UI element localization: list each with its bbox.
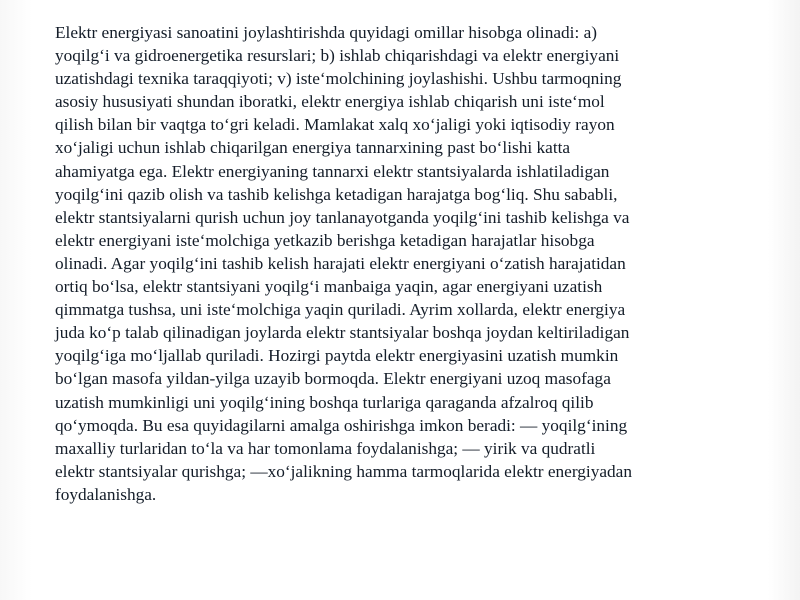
text-line: qimmatga tushsa, uni iste‘molchiga yaqin quriladi. Ayrim xollarda, elektr energiya	[55, 300, 626, 320]
text-line: elektr energiyani iste‘molchiga yetkazib berishga ketadigan harajatlar hisobga	[55, 230, 595, 250]
text-line: uzatishdagi texnika taraqqiyoti; v) iste‘molchining joylashishi. Ushbu tarmoqning	[55, 69, 622, 89]
text-line: asosiy hususiyati shundan iboratki, elektr energiya ishlab chiqarish uni iste‘mol	[55, 92, 605, 112]
text-line: ahamiyatga ega. Elektr energiyaning tannarxi elektr stantsiyalarda ishlatiladigan	[55, 161, 610, 181]
text-line: yoqilg‘ini qazib olish va tashib kelishga ketadigan harajatga bog‘liq. Shu sababli,	[55, 184, 618, 204]
text-line: uzatish mumkinligi uni yoqilg‘ining boshqa turlariga qaraganda afzalroq qilib	[55, 392, 594, 412]
text-line: qilish bilan bir vaqtga to‘gri keladi. Mamlakat xalq xo‘jaligi yoki iqtisodiy rayon	[55, 115, 615, 135]
text-line: yoqilg‘iga mo‘ljallab quriladi. Hozirgi paytda elektr energiyasini uzatish mumkin	[55, 346, 619, 366]
text-line: elektr stantsiyalar qurishga; —xo‘jalikning hamma tarmoqlarida elektr energiyadan	[55, 461, 632, 481]
text-line: juda ko‘p talab qilinadigan joylarda elektr stantsiyalar boshqa joydan keltiriladigan	[55, 323, 630, 343]
text-line: maxalliy turlaridan to‘la va har tomonlama foydalanishga; — yirik va qudratli	[55, 438, 596, 458]
text-line: xo‘jaligi uchun ishlab chiqarilgan energiya tannarxining past bo‘lishi katta	[55, 138, 571, 158]
body-paragraph	[55, 21, 745, 506]
text-line: yoqilg‘i va gidroenergetika resurslari; b) ishlab chiqarishdagi va elektr energiyani	[55, 46, 620, 66]
text-line: elektr stantsiyalarni qurish uchun joy tanlanayotganda yoqilg‘ini tashib kelishga va	[55, 207, 630, 227]
text-line: qo‘ymoqda. Bu esa quyidagilarni amalga oshirishga imkon beradi: — yoqilg‘ining	[55, 415, 628, 435]
text-line: olinadi. Agar yoqilg‘ini tashib kelish harajati elektr energiyani o‘zatish harajatidan	[55, 253, 626, 273]
text-line: bo‘lgan masofa yildan-yilga uzayib bormoqda. Elektr energiyani uzoq masofaga	[55, 369, 611, 389]
text-line: ortiq bo‘lsa, elektr stantsiyani yoqilg‘i manbaiga yaqin, agar energiyani uzatish	[55, 277, 603, 297]
text-line: Elektr energiyasi sanoatini joylashtirishda quyidagi omillar hisobga olinadi: a)	[55, 23, 598, 42]
text-line: foydalanishga.	[55, 484, 157, 504]
